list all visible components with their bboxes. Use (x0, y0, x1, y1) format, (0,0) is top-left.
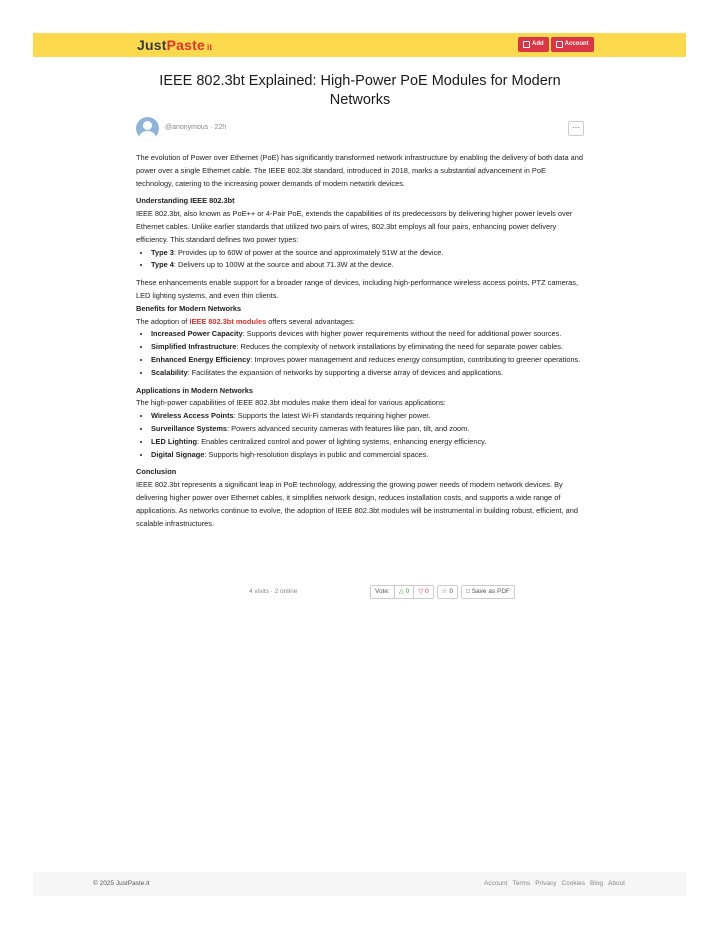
avatar[interactable] (136, 117, 159, 140)
heading-applications: Applications in Modern Networks (136, 385, 254, 395)
article-body (136, 152, 584, 530)
heading-conclusion: Conclusion (136, 467, 177, 477)
footer-link-cookies[interactable]: Cookies (561, 880, 585, 887)
list-item-text: : Supports the latest Wi-Fi standards requiring higher power. (233, 411, 431, 421)
list-item (151, 354, 584, 367)
list-item-term: LED Lighting (151, 436, 197, 446)
user-icon (556, 41, 563, 48)
save-pdf-button[interactable] (461, 585, 515, 599)
list-item-term: Type 3 (151, 247, 174, 257)
list-item (151, 423, 584, 436)
list-item-text: : Enables centralized control and power of lighting systems, enhancing energy efficiency. (196, 436, 487, 446)
list-item-text: : Supports devices with higher power requirements without the need for additional power sources. (242, 329, 562, 339)
upvote-button[interactable] (394, 586, 413, 598)
footer-link-blog[interactable]: Blog (589, 880, 603, 887)
footer-link-account[interactable]: Account (483, 880, 508, 887)
list-item-term: Simplified Infrastructure (151, 342, 237, 352)
edit-icon (523, 41, 530, 48)
list-item-text: : Delivers up to 100W at the source and about 71.3W at the device. (173, 260, 394, 270)
avatar-body-shape (139, 131, 156, 140)
logo-just: Just (137, 37, 167, 53)
add-button-label: Add (532, 41, 544, 47)
author-row (136, 117, 584, 141)
list-item (151, 341, 584, 354)
ieee-modules-link[interactable]: IEEE 802.3bt modules (189, 316, 267, 326)
footer-copyright: © 2025 JustPaste.it (93, 880, 150, 887)
footer-links (484, 880, 625, 887)
benefits-intro (136, 316, 584, 329)
logo-it: it (206, 43, 213, 52)
more-options-button[interactable]: ··· (568, 121, 584, 136)
list-item (151, 449, 584, 462)
favorite-button[interactable] (437, 585, 458, 599)
list-item-text: : Facilitates the expansion of networks by supporting a diverse array of devices and applications. (187, 367, 504, 377)
applications-list (136, 410, 584, 461)
vote-box (370, 585, 434, 599)
enhancements-paragraph: These enhancements enable support for a broader range of devices, including high-performance wireless access points, PTZ cameras, LED lighting systems, and even thin clients. (136, 278, 579, 300)
benefits-list (136, 328, 584, 379)
list-item-term: Surveillance Systems (151, 423, 228, 433)
list-item-term: Type 4 (151, 260, 174, 270)
applications-intro: The high-power capabilities of IEEE 802.3bt modules make them ideal for various applications: (136, 398, 446, 408)
list-item-term: Wireless Access Points (151, 411, 234, 421)
star-icon: ☆ (441, 588, 448, 595)
list-item (151, 259, 584, 272)
top-bar (33, 33, 686, 57)
downvote-button[interactable] (413, 586, 432, 598)
avatar-head-shape (143, 121, 152, 130)
understanding-paragraph: IEEE 802.3bt, also known as PoE++ or 4-Pair PoE, extends the capabilities of its predecessors by delivering higher power levels over Ethernet cables. Unlike earlier standards that utilized two pairs of wires, 802.3bt employs all four pairs, enhancing power delivery efficiency. This standard defines two power types: (136, 209, 573, 244)
save-pdf-label: Save as PDF (471, 588, 511, 595)
heading-benefits: Benefits for Modern Networks (136, 303, 242, 313)
benefits-intro-pre: The adoption of (136, 316, 190, 326)
thumbs-up-icon: △ (398, 588, 404, 595)
intro-paragraph: The evolution of Power over Ethernet (PoE) has significantly transformed network infrastructure by enabling the delivery of both data and power over a single Ethernet cable. The IEEE 802.3bt standard, introduced in 2018, marks a substantial advancement in PoE technology, catering to the increasing power demands of modern network devices. (136, 153, 583, 188)
heading-understanding: Understanding IEEE 802.3bt (136, 196, 235, 206)
list-item-text: : Supports high-resolution displays in public and commercial spaces. (204, 449, 429, 459)
list-item-text: : Improves power management and reduces energy consumption, contributing to greener operations. (250, 354, 581, 364)
upvote-count: 0 (405, 588, 410, 595)
list-item (151, 328, 584, 341)
downvote-count: 0 (425, 588, 429, 595)
list-item-text: : Provides up to 60W of power at the source and approximately 51W at the device. (173, 247, 444, 257)
vote-controls (370, 585, 515, 599)
page-title: IEEE 802.3bt Explained: High-Power PoE Modules for Modern Networks (159, 73, 561, 108)
conclusion-paragraph: IEEE 802.3bt represents a significant leap in PoE technology, addressing the growing power needs of modern network devices. By delivering higher power over Ethernet cables, it simplifies network design, reduces installation costs, and supports a wide range of applications. As networks continue to evolve, the adoption of IEEE 802.3bt modules will be instrumental in building robust, efficient, and scalable infrastructures. (136, 480, 578, 528)
add-button[interactable] (518, 37, 549, 52)
site-logo[interactable] (137, 37, 212, 53)
list-item-term: Enhanced Energy Efficiency (151, 354, 251, 364)
list-item (151, 410, 584, 423)
benefits-intro-post: offers several advantages: (266, 316, 355, 326)
account-button[interactable] (551, 37, 594, 52)
footer-link-terms[interactable]: Terms (512, 880, 531, 887)
list-item (151, 247, 584, 260)
power-types-list (136, 247, 584, 273)
list-item-term: Increased Power Capacity (151, 329, 243, 339)
list-item-term: Scalability (151, 367, 188, 377)
header-actions (518, 37, 594, 52)
vote-label: Vote: (375, 588, 390, 595)
logo-paste: Paste (166, 37, 205, 53)
footer-link-privacy[interactable]: Privacy (535, 880, 557, 887)
author-meta[interactable]: @anonymous · 22h (165, 124, 227, 131)
thumbs-down-icon: ▽ (418, 588, 424, 595)
list-item-term: Digital Signage (151, 449, 205, 459)
pdf-icon: □ (465, 588, 470, 595)
account-button-label: Account (564, 41, 589, 47)
footer-link-about[interactable]: About (608, 880, 625, 887)
favorite-count: 0 (449, 588, 453, 595)
visit-count: 4 visits · 2 online (249, 588, 298, 595)
list-item-text: : Powers advanced security cameras with features like pan, tilt, and zoom. (227, 423, 470, 433)
list-item (151, 367, 584, 380)
list-item (151, 436, 584, 449)
list-item-text: : Reduces the complexity of network installations by eliminating the need for separate power cables. (236, 342, 564, 352)
footer (33, 872, 686, 896)
stats-bar (136, 584, 584, 600)
